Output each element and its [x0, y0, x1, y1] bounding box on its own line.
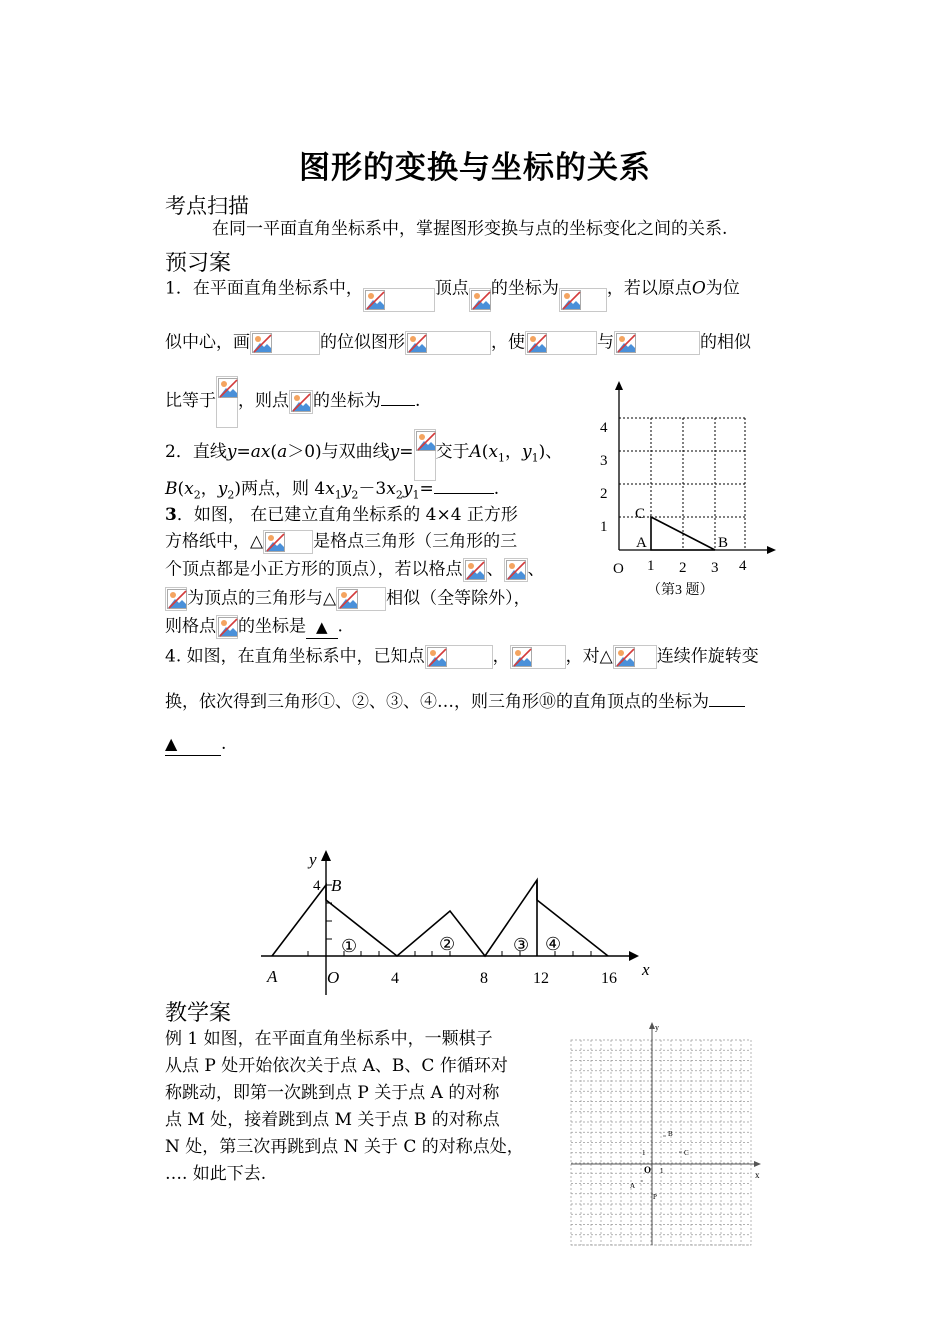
- text: 1: [412, 488, 420, 502]
- broken-image-icon: [407, 333, 427, 353]
- triangle-abc: [651, 517, 715, 550]
- text: 1: [498, 451, 506, 465]
- text: 的相似: [700, 332, 751, 353]
- triangle-number: ③: [513, 935, 530, 955]
- broken-image-icon: [512, 647, 532, 667]
- origin-label: O: [327, 968, 340, 987]
- text: 2: [227, 488, 235, 502]
- broken-image-icon: [465, 560, 485, 580]
- text: 的坐标为: [490, 278, 559, 299]
- q3-line1: [165, 504, 518, 526]
- q3-line4: [165, 587, 531, 611]
- arrow-up-icon: [321, 850, 331, 861]
- arrow-right-icon: [754, 1161, 761, 1167]
- x-tick-label: 3: [711, 560, 719, 576]
- text: B: [165, 479, 178, 499]
- broken-image-icon: [218, 378, 238, 398]
- formula-image: [336, 587, 386, 611]
- text: ax: [250, 442, 271, 462]
- formula-image: [614, 331, 700, 355]
- text: ，若以原点: [606, 278, 692, 299]
- point-label-b: B: [668, 1130, 673, 1138]
- broken-image-icon: [427, 647, 447, 667]
- text: a: [277, 442, 288, 462]
- text: A: [469, 442, 482, 462]
- text: 连续作旋转变: [656, 646, 759, 667]
- broken-image-icon: [265, 532, 285, 552]
- point-label-c: C: [635, 506, 646, 522]
- text: )两点，则 4: [234, 479, 326, 499]
- q1-line3: [165, 376, 420, 428]
- formula-image: [263, 530, 313, 554]
- formula-image: [463, 558, 487, 582]
- broken-image-icon: [218, 617, 238, 637]
- text: )、: [538, 442, 563, 462]
- y-unit-label: 1: [642, 1149, 646, 1157]
- triangle-marker: ▲: [316, 617, 328, 636]
- point-label-p: P: [653, 1193, 657, 1201]
- text: 2: [395, 488, 403, 502]
- formula-image: [216, 376, 238, 428]
- text: 4. 如图，在直角坐标系中，已知点: [165, 646, 425, 667]
- figure-caption: （第3 题）: [647, 583, 714, 598]
- point-label-a: A: [630, 1182, 636, 1190]
- broken-image-icon: [471, 290, 491, 310]
- triangle-number: ①: [341, 936, 358, 956]
- formula-image: [525, 331, 597, 355]
- text: 相似（全等除外），: [386, 588, 531, 609]
- broken-image-icon: [506, 560, 526, 580]
- point-label-b: B: [331, 876, 342, 895]
- x-tick-label: 4: [391, 970, 399, 987]
- x-tick-label: 4: [739, 558, 747, 574]
- example1-text: [165, 1026, 524, 1188]
- text: x: [325, 479, 335, 499]
- q2-line1: [165, 429, 562, 481]
- text: (: [270, 442, 278, 462]
- page-title: 图形的变换与坐标的关系: [299, 150, 651, 186]
- q3-line5: [165, 615, 343, 639]
- triangle-number: ④: [545, 934, 562, 954]
- arrow-right-icon: [629, 951, 639, 961]
- text: 2．直线: [165, 442, 227, 462]
- formula-image: [510, 645, 566, 669]
- formula-image: [414, 429, 436, 481]
- text: 换，依次得到三角形①、②、③、④…，则三角形⑩的直角顶点的坐标为: [165, 692, 709, 712]
- formula-image: [363, 288, 435, 312]
- point-label-a: A: [267, 967, 278, 986]
- point-label-a: A: [636, 535, 647, 551]
- text: y: [217, 479, 228, 499]
- text: 方格纸中，△: [165, 531, 264, 552]
- answer-blank[interactable]: [306, 616, 338, 639]
- text-line: 点 M 处，接着跳到点 M 关于点 B 的对称点: [165, 1110, 500, 1130]
- formula-image: [405, 331, 491, 355]
- answer-blank[interactable]: [165, 733, 221, 756]
- text: 则格点: [165, 616, 216, 637]
- x-unit-label: 1: [660, 1167, 664, 1175]
- text: ，: [492, 646, 510, 667]
- text: 1．在平面直角坐标系中，: [165, 278, 363, 299]
- text: 顶点: [434, 278, 469, 299]
- text: y: [522, 442, 532, 462]
- x-tick-label: 16: [601, 970, 617, 987]
- formula-image: [559, 288, 607, 312]
- text: ，则点: [238, 391, 289, 411]
- text: －3: [358, 479, 387, 499]
- formula-image: [165, 587, 187, 611]
- y-tick-label: 3: [600, 453, 608, 469]
- text: y: [341, 479, 352, 499]
- text: y: [389, 442, 400, 462]
- q4-line3: [165, 733, 226, 756]
- text: 比等于: [165, 391, 216, 411]
- text: 为位: [705, 278, 740, 299]
- text: ，使: [491, 332, 525, 353]
- text: =: [399, 442, 414, 462]
- y-tick-label: 2: [600, 486, 608, 502]
- text: 是格点三角形（三角形的三: [313, 531, 518, 552]
- text: O: [691, 278, 706, 299]
- text: x: [184, 479, 194, 499]
- scan-text: 在同一平面直角坐标系中，掌握图形变换与点的坐标变化之间的关系.: [212, 219, 728, 239]
- x-axis-label: x: [755, 1170, 760, 1180]
- formula-image: [425, 645, 493, 669]
- x-tick-label: 2: [679, 560, 687, 576]
- x-tick-label: 1: [647, 558, 655, 574]
- text: 个顶点都是小正方形的顶点），若以格点: [165, 559, 463, 580]
- text: 与: [597, 332, 614, 353]
- q4-line1: [165, 645, 759, 669]
- text: 交于: [435, 442, 470, 462]
- q2-line2: [165, 477, 499, 506]
- x-tick-label: 8: [480, 970, 488, 987]
- broken-image-icon: [527, 333, 547, 353]
- broken-image-icon: [252, 333, 272, 353]
- text-line: 例 1 如图，在平面直角坐标系中，一颗棋子: [165, 1029, 493, 1049]
- q4-line2: [165, 690, 745, 713]
- q3-line3: [165, 558, 545, 582]
- q1-line2: [165, 331, 751, 355]
- text: .: [337, 616, 343, 637]
- text: ．如图， 在已建立直角坐标系的 4×4 正方形: [176, 505, 518, 525]
- formula-image: [469, 288, 491, 312]
- text: x: [488, 442, 499, 462]
- origin-label: O: [644, 1165, 652, 1175]
- grid-lines: [619, 418, 745, 550]
- y-tick-label: 1: [600, 519, 608, 535]
- y-tick-label: 4: [600, 420, 608, 436]
- origin-label: O: [613, 561, 624, 577]
- text: ，对△: [565, 646, 613, 667]
- text: .: [415, 391, 421, 411]
- formula-image: [504, 558, 528, 582]
- broken-image-icon: [615, 647, 635, 667]
- arrow-right-icon: [767, 546, 776, 554]
- text: .: [493, 479, 500, 499]
- text: 、: [527, 559, 545, 580]
- text: 1: [334, 488, 342, 502]
- answer-blank[interactable]: [434, 477, 494, 494]
- point-label-b: B: [718, 535, 729, 551]
- text: (: [177, 479, 185, 499]
- text: 、: [486, 559, 504, 580]
- text: 的坐标为: [313, 391, 381, 411]
- broken-image-icon: [416, 431, 436, 451]
- grid-lines: [571, 1040, 751, 1245]
- example1-figure: [565, 1018, 765, 1250]
- text: 2: [351, 488, 359, 502]
- y-axis-label: y: [309, 850, 317, 869]
- text: y: [226, 442, 237, 462]
- broken-image-icon: [616, 333, 636, 353]
- q3-figure: [595, 378, 785, 603]
- broken-image-icon: [365, 290, 385, 310]
- text: 2: [193, 488, 201, 502]
- text: x: [386, 479, 396, 499]
- text-line: 称跳动，即第一次跳到点 P 关于点 A 的对称: [165, 1083, 500, 1103]
- x-axis-label: x: [642, 960, 650, 979]
- q3-line2: [165, 530, 517, 554]
- text: y: [402, 479, 413, 499]
- text: 为顶点的三角形与△: [187, 588, 337, 609]
- broken-image-icon: [167, 589, 187, 609]
- text: ，: [200, 479, 218, 499]
- section-heading-preview: 预习案: [165, 251, 232, 276]
- triangle-number: ②: [439, 934, 456, 954]
- section-heading-teaching: 教学案: [165, 1001, 232, 1026]
- formula-image: [613, 645, 657, 669]
- triangle-marker: ▲: [165, 734, 178, 753]
- text: 的位似图形: [320, 332, 405, 353]
- text: =: [419, 479, 434, 499]
- q1-line1: [165, 277, 740, 301]
- text: 1: [531, 451, 539, 465]
- formula-image: [250, 331, 320, 355]
- text-line: 从点 P 处开始依次关于点 A、B、C 作循环对: [165, 1056, 508, 1076]
- answer-blank[interactable]: [381, 389, 415, 406]
- section-heading-scan: 考点扫描: [165, 194, 249, 218]
- text: 似中心，画: [165, 332, 250, 353]
- point-label-c: C: [684, 1149, 689, 1157]
- text: 的坐标是: [238, 616, 306, 637]
- broken-image-icon: [561, 290, 581, 310]
- text: ＞0)与双曲线: [287, 442, 390, 462]
- broken-image-icon: [291, 392, 311, 412]
- text: (: [481, 442, 489, 462]
- q4-figure: [255, 845, 665, 1000]
- formula-image: [216, 615, 238, 639]
- x-tick-label: 12: [533, 970, 549, 987]
- arrow-up-icon: [615, 381, 623, 390]
- tick-label-four: 4: [313, 878, 321, 894]
- text: .: [221, 734, 227, 754]
- y-axis-label: y: [655, 1023, 659, 1032]
- text: ，: [505, 442, 523, 462]
- answer-blank[interactable]: [709, 690, 745, 707]
- formula-image: [289, 390, 313, 414]
- text-line: …. 如此下去.: [165, 1164, 267, 1184]
- question-number: 3: [165, 505, 177, 525]
- text: =: [236, 442, 251, 462]
- broken-image-icon: [338, 589, 358, 609]
- text-line: N 处，第三次再跳到点 N 关于 C 的对称点处，: [165, 1137, 524, 1157]
